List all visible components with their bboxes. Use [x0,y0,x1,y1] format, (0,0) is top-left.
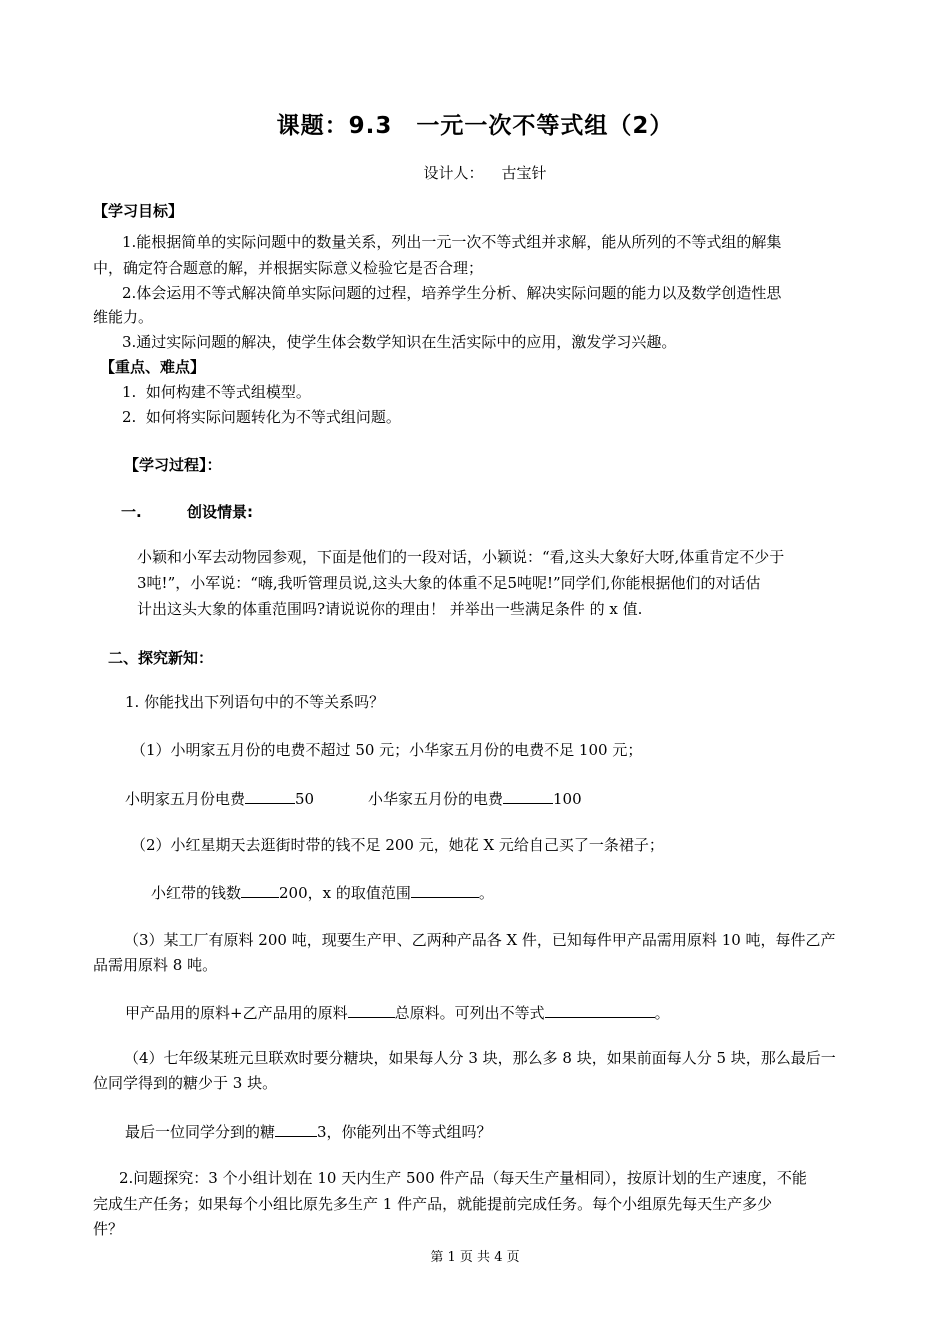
fill-2a-label: 小红带的钱数 [151,884,242,902]
question-2-line-3: 件？ [93,1220,124,1238]
section-1-para-line-1: 小颖和小军去动物园参观，下面是他们的一段对话，小颖说：“看,这头大象好大呀,体重肯定不少于 [137,548,785,566]
fill-1b-value: 100 [553,790,582,808]
section-1-heading: 创设情景: [187,503,253,521]
section-1-para-line-2: 3吨!”，小军说：“嗨,我听管理员说,这头大象的体重不足5吨呢!”同学们,你能根据他们的对话估 [137,574,761,592]
key-points-heading: 【重点、难点】 [100,358,206,376]
answer-blank-3b[interactable] [545,1000,655,1018]
answer-blank-1b[interactable] [503,786,553,804]
answer-blank-4[interactable] [275,1119,317,1137]
objectives-heading: 【学习目标】 [93,202,184,220]
statement-4-line-1: （4）七年级某班元旦联欢时要分糖块，如果每人分 3 块，那么多 8 块，如果前面每人分 5 块，那么最后一 [124,1049,836,1067]
key-point-1-text: 如何构建不等式组模型。 [145,383,311,401]
statement-1: （1）小明家五月份的电费不超过 50 元；小华家五月份的电费不足 100 元； [131,741,643,759]
fill-line-1 [125,786,314,811]
section-1-para-line-3: 计出这头大象的体重范围吗?请说说你的理由！ 并举出一些满足条件 的 x 值. [137,600,643,618]
statement-3-line-1: （3）某工厂有原料 200 吨，现要生产甲、乙两种产品各 X 件，已知每件甲产品需用原料 10 吨，每件乙产 [124,931,836,949]
objective-2-line-2: 维能力。 [93,308,154,326]
page-footer: 第 1 页 共 4 页 [430,1250,520,1265]
fill-3b-label: 总原料。可列出不等式 [394,1004,545,1022]
answer-blank-1a[interactable] [245,786,295,804]
process-heading: 【学习过程】： [124,456,222,474]
statement-4-line-2: 位同学得到的糖少于 3 块。 [93,1074,278,1092]
designer-label: 设计人： [423,164,484,182]
designer-line [0,162,950,183]
fill-2a-value: 200，x 的取值范围 [279,884,411,902]
answer-blank-3a[interactable] [348,1000,395,1018]
answer-blank-2b[interactable] [411,880,479,898]
fill-4b-label: 3，你能列出不等式组吗？ [317,1123,492,1141]
key-point-2-text: 如何将实际问题转化为不等式组问题。 [145,408,401,426]
fill-1a-label: 小明家五月份电费 [125,790,246,808]
fill-3a-label: 甲产品用的原料+乙产品用的原料 [125,1004,348,1022]
fill-line-1b [368,786,582,811]
key-point-1 [122,380,311,404]
designer-name: 古宝针 [501,164,547,182]
question-2-line-2: 完成生产任务；如果每个小组比原先多生产 1 件产品，就能提前完成任务。每个小组原先每天生产多少 [93,1195,773,1213]
fill-1b-label: 小华家五月份的电费 [368,790,504,808]
question-2-line-1: 2.问题探究：3 个小组计划在 10 天内生产 500 件产品（每天生产量相同），按原计划的生产速度，不能 [119,1169,807,1187]
key-point-2 [122,405,401,429]
section-2-heading: 二、探究新知： [108,649,214,667]
statement-2: （2）小红星期天去逛街时带的钱不足 200 元，她花 X 元给自己买了一条裙子； [131,836,664,854]
page-title: 课题：9.3 一元一次不等式组（2） [276,113,674,139]
fill-2-end: 。 [478,884,494,902]
statement-3-line-2: 品需用原料 8 吨。 [93,956,218,974]
fill-3-end: 。 [654,1004,670,1022]
objective-3: 3.通过实际问题的解决，使学生体会数学知识在生活实际中的应用，激发学习兴趣。 [122,333,677,351]
answer-blank-2a[interactable] [241,880,279,898]
key-point-2-num: 2. [122,408,137,426]
key-point-1-num: 1. [122,383,137,401]
objective-1-line-1: 1.能根据简单的实际问题中的数量关系，列出一元一次不等式组并求解，能从所列的不等式组的解集 [122,233,782,251]
fill-line-3 [125,1000,670,1025]
fill-line-2 [151,880,494,905]
objective-2-line-1: 2.体会运用不等式解决简单实际问题的过程，培养学生分析、解决实际问题的能力以及数学创造性思 [122,284,782,302]
fill-line-4 [125,1119,492,1144]
section-1-num: 一. [121,503,142,521]
fill-4a-label: 最后一位同学分到的糖 [125,1123,276,1141]
objective-1-line-2: 中，确定符合题意的解，并根据实际意义检验它是否合理； [93,259,484,277]
fill-1a-value: 50 [295,790,315,808]
question-1: 1. 你能找出下列语句中的不等关系吗？ [125,693,385,711]
